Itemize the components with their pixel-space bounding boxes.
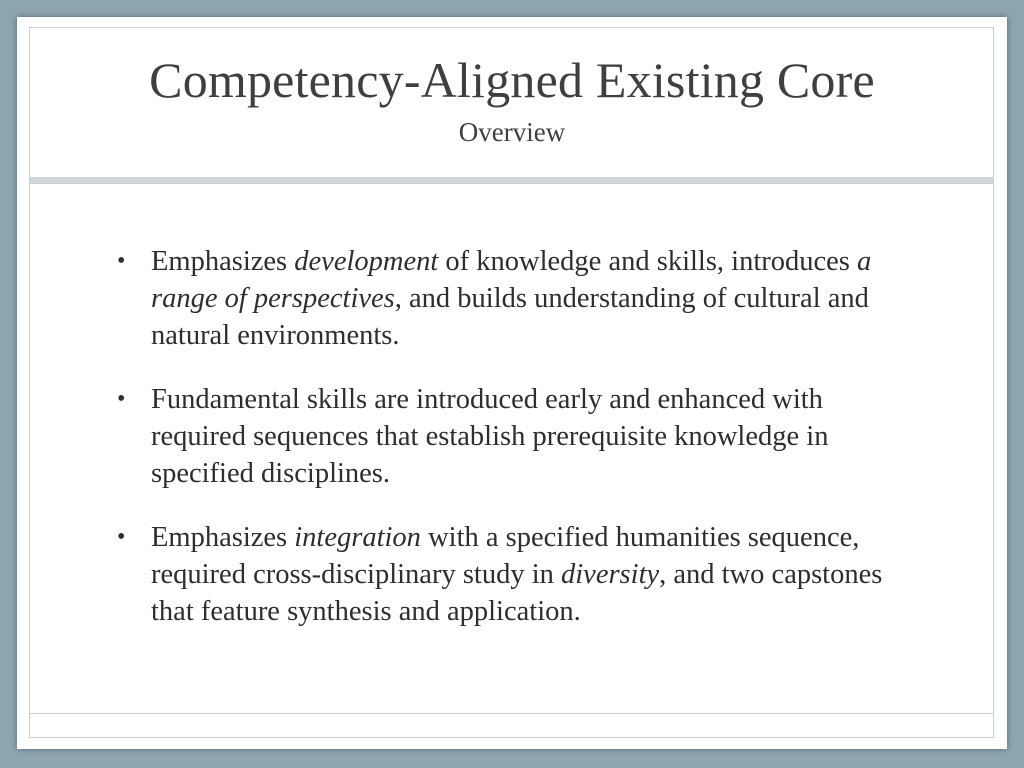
bullet-segment: Fundamental skills are introduced early and enhanced with required sequences that establish prerequisite knowledge in specified disciplines. (151, 384, 829, 489)
bullet-segment-italic: integration (294, 522, 421, 553)
bullet-segment: Emphasizes (151, 522, 295, 553)
bullet-icon: • (117, 386, 126, 412)
bullet-item-3 (111, 519, 911, 630)
header-divider (29, 177, 994, 184)
bullet-icon: • (117, 248, 126, 274)
bullet-segment: Emphasizes (151, 246, 295, 277)
slide-title: Competency-Aligned Existing Core (149, 52, 875, 108)
bullet-list (111, 243, 911, 657)
bullet-text (151, 246, 871, 351)
bullet-text (151, 522, 882, 627)
bullet-item-2 (111, 381, 911, 492)
slide (17, 17, 1007, 749)
slide-header (17, 17, 1007, 171)
bullet-segment: of knowledge and skills, introduces (438, 246, 858, 277)
bullet-segment-italic: a range of perspectives (151, 246, 872, 314)
slide-subtitle: Overview (458, 117, 566, 147)
bullet-segment: with a specified humanities sequence, required cross-disciplinary study in (151, 522, 860, 590)
bullet-segment: , and builds understanding of cultural and natural environments. (151, 283, 869, 351)
bullet-segment: , and two capstones that feature synthesis and application. (151, 559, 883, 627)
bullet-segment-italic: development (294, 246, 439, 277)
footer-divider (29, 713, 994, 714)
bullet-icon: • (117, 524, 126, 550)
bullet-item-1 (111, 243, 911, 354)
bullet-text (151, 384, 828, 489)
bullet-segment-italic: diversity (561, 559, 660, 590)
